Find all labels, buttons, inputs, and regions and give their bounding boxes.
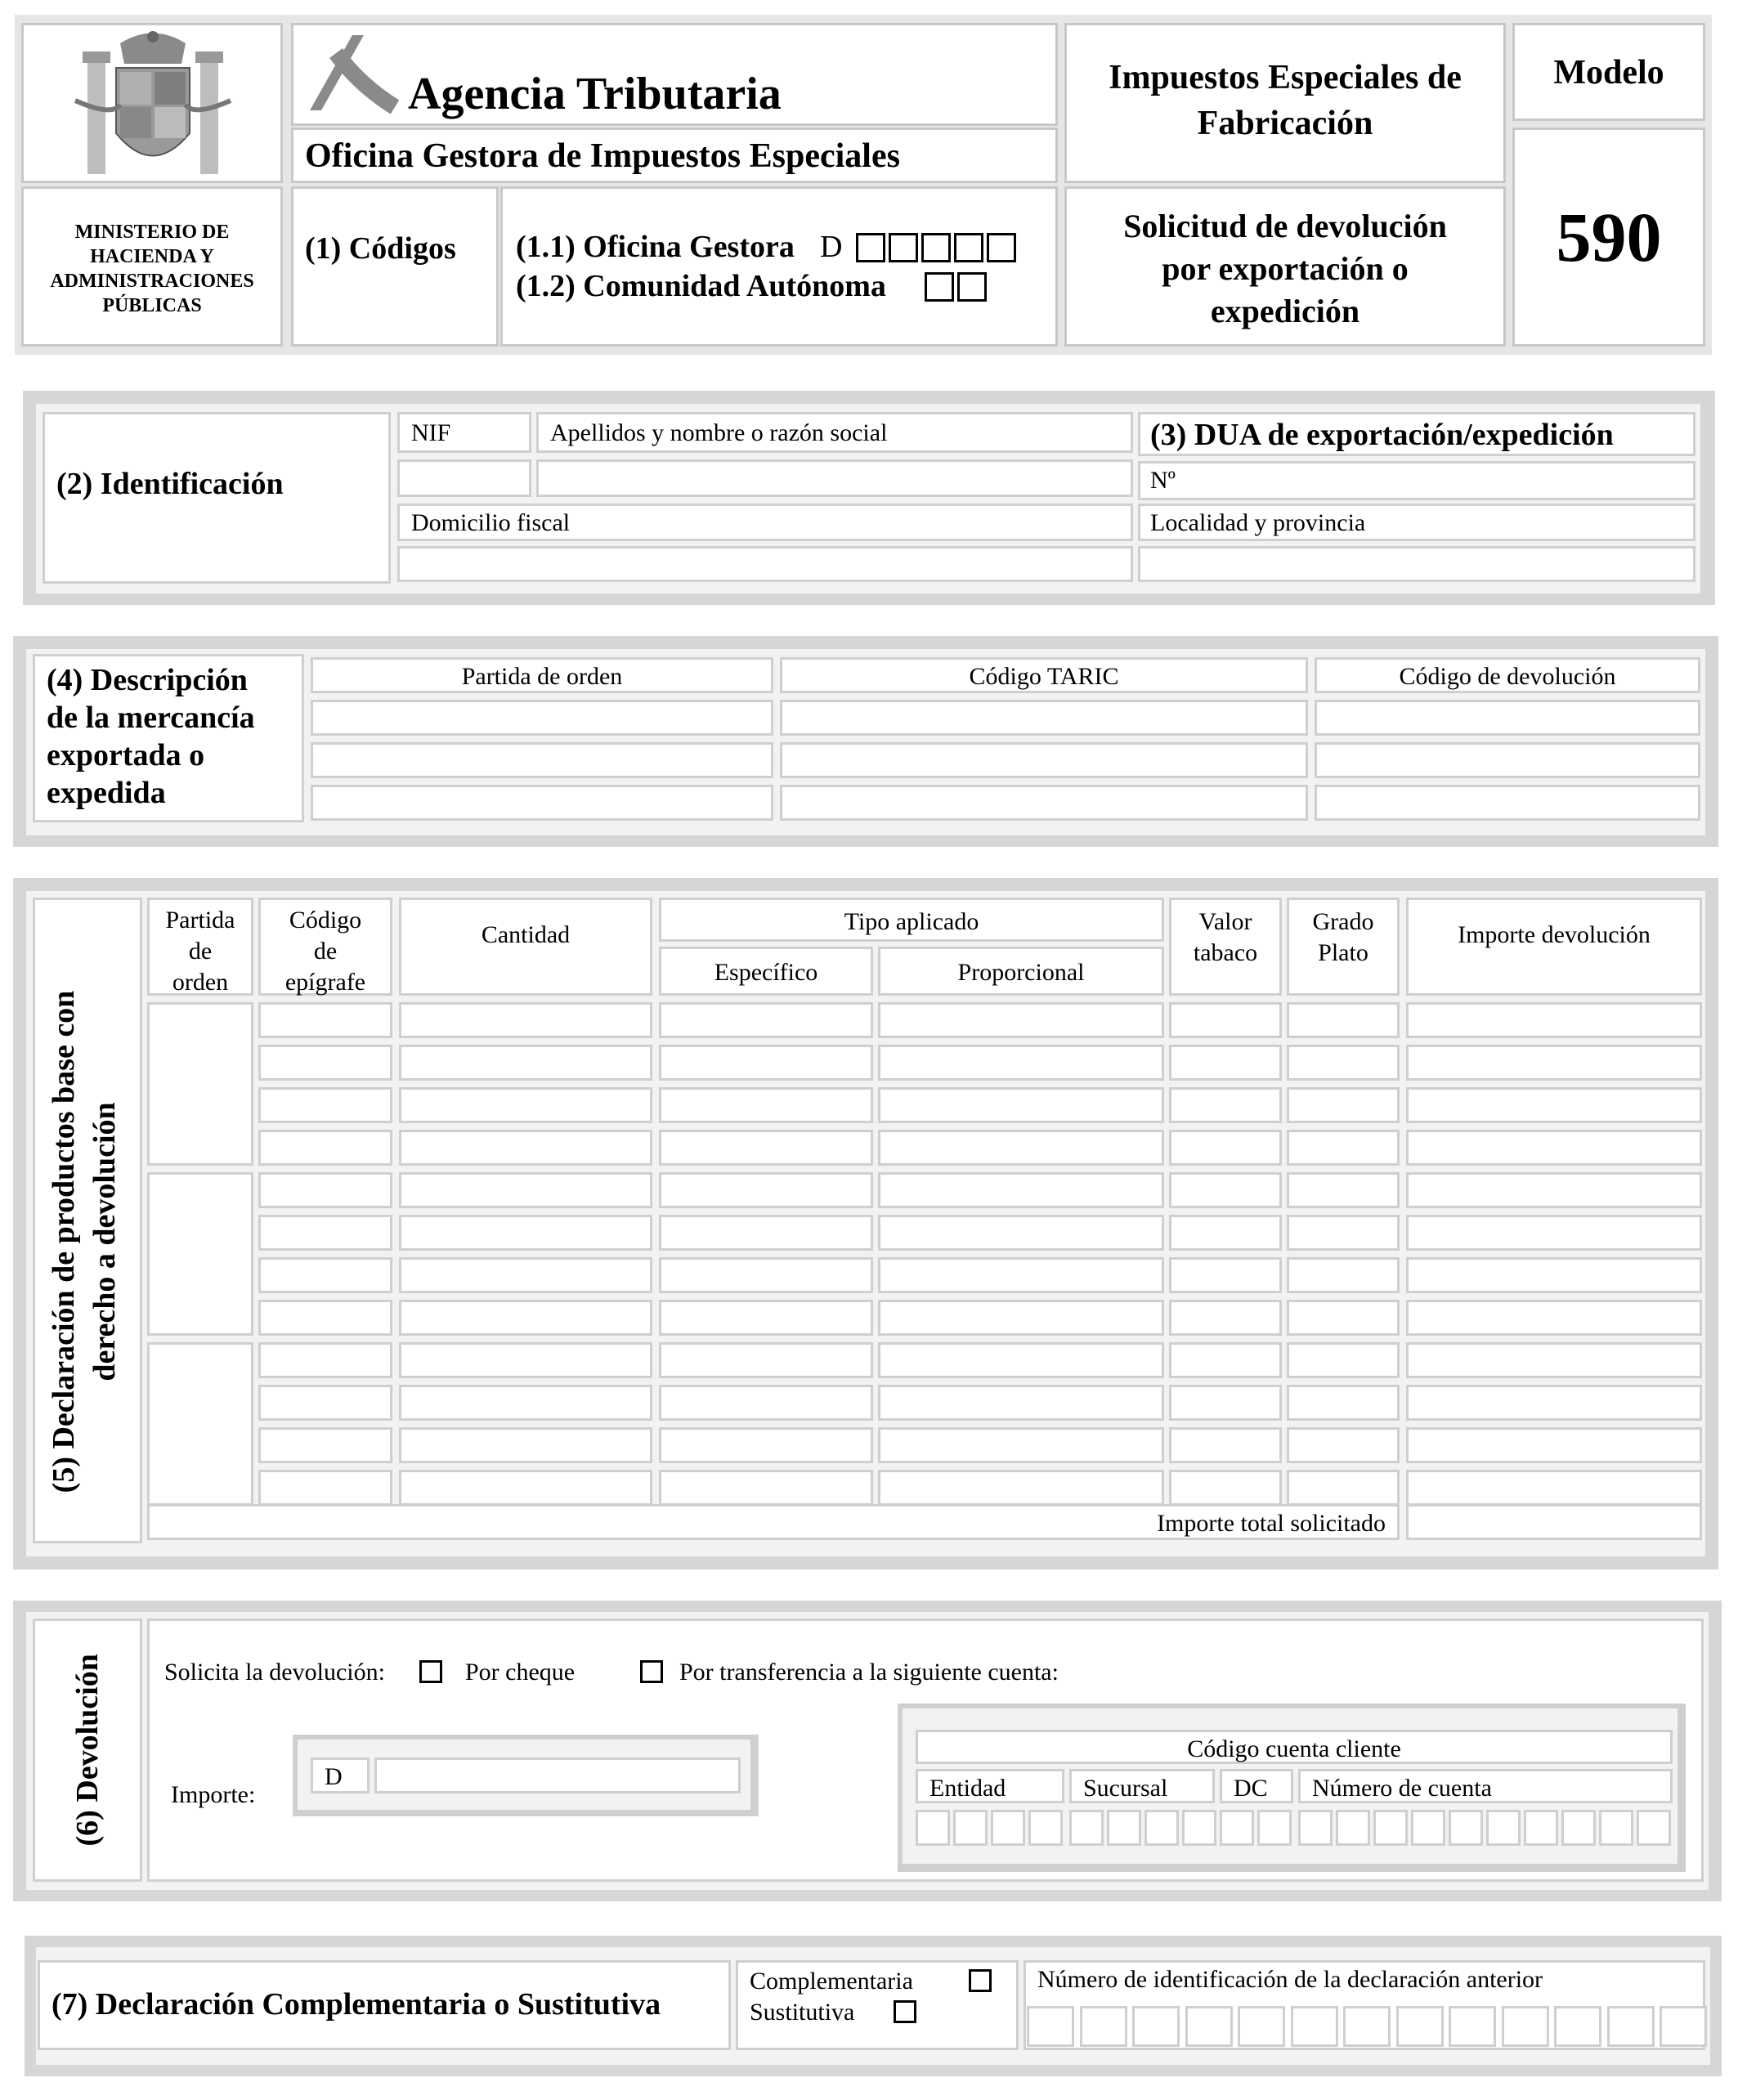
declaracion-label-line: (5) Declaración de productos base con	[47, 990, 81, 1493]
previous-digit-box[interactable]	[1132, 2006, 1180, 2047]
name-header	[536, 412, 1133, 453]
request-title-line: por exportación o	[1162, 250, 1409, 287]
account-digit-box[interactable]	[1144, 1810, 1179, 1846]
ministry-line: ADMINISTRACIONES	[50, 271, 254, 292]
s5-field[interactable]	[399, 1342, 652, 1378]
code-comunidad-label: (1.2) Comunidad Autónoma	[516, 269, 886, 303]
complementaria-label: Complementaria	[750, 1968, 913, 1995]
oficina-digit-box[interactable]	[856, 233, 885, 262]
descripcion-label-line: expedida	[47, 776, 166, 810]
s5-field[interactable]	[258, 1385, 392, 1421]
s5-field[interactable]	[1169, 1215, 1282, 1251]
sucursal-label: Sucursal	[1083, 1775, 1168, 1802]
comunidad-digit-box[interactable]	[957, 272, 987, 302]
s5-field[interactable]	[659, 1130, 873, 1166]
previous-digit-box[interactable]	[1554, 2006, 1601, 2047]
name-label: Apellidos y nombre o razón social	[550, 419, 888, 446]
s5-field[interactable]	[659, 1342, 873, 1378]
s5-field[interactable]	[659, 1215, 873, 1251]
entidad-label: Entidad	[929, 1775, 1006, 1802]
name-field[interactable]	[536, 459, 1133, 497]
importe-label: Importe:	[171, 1781, 256, 1808]
s5-field[interactable]	[1406, 1470, 1702, 1506]
col-proporcional	[878, 947, 1164, 996]
previous-digit-box[interactable]	[1607, 2006, 1655, 2047]
account-digit-box[interactable]	[1220, 1810, 1254, 1846]
account-digit-box[interactable]	[1373, 1810, 1408, 1846]
s5-field[interactable]	[1406, 1385, 1702, 1421]
s5-field[interactable]	[659, 1300, 873, 1336]
ministry-line: MINISTERIO DE	[74, 222, 230, 243]
s5-field[interactable]	[1287, 1002, 1400, 1038]
previous-digit-box[interactable]	[1185, 2006, 1233, 2047]
identificacion-label-cell	[43, 412, 391, 584]
sustitutiva-label: Sustitutiva	[750, 1999, 855, 2026]
complementaria-sustitutiva-label: (7) Declaración Complementaria o Sustitutiva	[52, 1987, 661, 2022]
previous-digit-box[interactable]	[1027, 2006, 1074, 2047]
col-grado-line: Grado	[1312, 908, 1374, 935]
s5-field[interactable]	[258, 1300, 392, 1336]
s5-field[interactable]	[399, 1427, 652, 1463]
col-tipo-aplicado	[659, 898, 1164, 942]
s5-field[interactable]	[399, 1130, 652, 1166]
previous-digit-box[interactable]	[1238, 2006, 1285, 2047]
s4-field[interactable]	[780, 785, 1308, 821]
s5-field[interactable]	[659, 1002, 873, 1038]
s5-field[interactable]	[878, 1427, 1164, 1463]
s5-field[interactable]	[1169, 1130, 1282, 1166]
account-digit-box[interactable]	[1028, 1810, 1063, 1846]
previous-digit-box[interactable]	[1449, 2006, 1496, 2047]
col-codigo-devolucion-label: Código de devolución	[1399, 663, 1616, 690]
s5-field[interactable]	[1406, 1300, 1702, 1336]
s5-field[interactable]	[1169, 1172, 1282, 1208]
s5-field[interactable]	[1406, 1172, 1702, 1208]
descripcion-label-line: de la mercancía	[47, 701, 255, 735]
s5-field[interactable]	[659, 1257, 873, 1293]
importe-prefix-cell	[311, 1757, 370, 1793]
s5-field[interactable]	[1287, 1130, 1400, 1166]
previous-digit-box[interactable]	[1502, 2006, 1549, 2047]
dc-label: DC	[1234, 1775, 1268, 1802]
s5-field[interactable]	[399, 1045, 652, 1081]
codes-label: (1) Códigos	[305, 231, 456, 266]
devolucion-label-cell	[33, 1619, 142, 1882]
account-digit-box[interactable]	[1257, 1810, 1292, 1846]
dua-label: (3) DUA de exportación/expedición	[1150, 418, 1614, 452]
s5-field[interactable]	[1406, 1427, 1702, 1463]
numero-label: Número de cuenta	[1312, 1775, 1492, 1802]
modelo-label-cell	[1512, 23, 1705, 121]
account-digit-box[interactable]	[1524, 1810, 1558, 1846]
s5-field[interactable]	[1169, 1087, 1282, 1123]
col-importe-devolucion	[1406, 898, 1702, 996]
s5-field[interactable]	[1287, 1215, 1400, 1251]
s5-field[interactable]	[1287, 1470, 1400, 1506]
type-cell	[736, 1960, 1019, 2050]
agency-name: Agencia Tributaria	[408, 69, 782, 119]
descripcion-label-line: exportada o	[47, 738, 205, 772]
office-name: Oficina Gestora de Impuestos Especiales	[305, 137, 900, 175]
s5-field[interactable]	[399, 1470, 652, 1506]
office-cell	[291, 128, 1058, 183]
ministry-line: HACIENDA Y	[90, 246, 214, 267]
dua-number-label: Nº	[1150, 467, 1176, 494]
s5-field[interactable]	[258, 1172, 392, 1208]
declaracion-label-line: derecho a devolución	[87, 1102, 122, 1381]
col-partida-line: Partida	[165, 907, 235, 934]
code-oficina-label: (1.1) Oficina Gestora	[516, 230, 795, 264]
tax-title-cell	[1064, 23, 1506, 183]
s5-field[interactable]	[1169, 1300, 1282, 1336]
nif-field[interactable]	[397, 459, 531, 497]
account-digit-box[interactable]	[1298, 1810, 1333, 1846]
agency-logo	[303, 29, 401, 119]
col-importe-label: Importe devolución	[1458, 921, 1651, 948]
dua-header	[1138, 412, 1695, 456]
s5-field[interactable]	[659, 1172, 873, 1208]
previous-digit-box[interactable]	[1343, 2006, 1391, 2047]
col-especifico	[659, 947, 873, 996]
previous-digit-box[interactable]	[1660, 2006, 1707, 2047]
total-label: Importe total solicitado	[1157, 1510, 1386, 1537]
s5-field[interactable]	[1406, 1045, 1702, 1081]
col-codigo-epigrafe	[258, 898, 392, 996]
col-proporcional-label: Proporcional	[957, 959, 1085, 986]
account-digit-box[interactable]	[1449, 1810, 1483, 1846]
entidad-header	[916, 1769, 1064, 1803]
account-digit-box[interactable]	[1486, 1810, 1521, 1846]
modelo-number-cell	[1512, 128, 1705, 347]
coat-of-arms-cell	[21, 23, 283, 183]
s5-field[interactable]	[1169, 1427, 1282, 1463]
col-codigo-line: epígrafe	[284, 969, 366, 996]
s5-field[interactable]	[1406, 1215, 1702, 1251]
coat-of-arms-logo	[71, 27, 235, 182]
s4-field[interactable]	[311, 785, 773, 821]
modelo-number: 590	[1556, 198, 1662, 276]
col-especifico-label: Específico	[714, 959, 818, 986]
s5-field[interactable]	[399, 1087, 652, 1123]
codes-label-cell	[291, 186, 499, 347]
account-digit-box[interactable]	[1599, 1810, 1633, 1846]
oficina-digit-box[interactable]	[954, 233, 983, 262]
s5-field[interactable]	[659, 1470, 873, 1506]
col-codigo-taric	[780, 657, 1308, 693]
col-valor-line: tabaco	[1193, 939, 1258, 966]
dua-number-field[interactable]	[1138, 461, 1695, 500]
s5-partida-group[interactable]	[147, 1342, 253, 1506]
total-field[interactable]	[1406, 1504, 1702, 1540]
s4-field[interactable]	[1315, 700, 1700, 736]
col-grado-plato	[1287, 898, 1400, 996]
account-digit-box[interactable]	[916, 1810, 950, 1846]
s5-field[interactable]	[878, 1385, 1164, 1421]
complementaria-label-cell	[38, 1960, 731, 2050]
s5-partida-group[interactable]	[147, 1002, 253, 1166]
s5-field[interactable]	[258, 1342, 392, 1378]
account-digit-box[interactable]	[1069, 1810, 1104, 1846]
account-digit-box[interactable]	[1637, 1810, 1671, 1846]
s5-field[interactable]	[659, 1087, 873, 1123]
s5-field[interactable]	[878, 1087, 1164, 1123]
col-partida-orden-label: Partida de orden	[461, 663, 623, 690]
col-partida-line: orden	[172, 969, 229, 996]
s5-field[interactable]	[1287, 1257, 1400, 1293]
ministry-cell	[21, 186, 283, 347]
identificacion-label: (2) Identificación	[56, 467, 284, 501]
address-label: Domicilio fiscal	[411, 509, 571, 536]
account-digit-box[interactable]	[1561, 1810, 1596, 1846]
account-digit-box[interactable]	[991, 1810, 1025, 1846]
s5-field[interactable]	[878, 1002, 1164, 1038]
s5-field[interactable]	[399, 1215, 652, 1251]
nif-label: NIF	[411, 419, 451, 446]
oficina-digit-box[interactable]	[889, 233, 918, 262]
total-label-cell	[147, 1504, 1400, 1540]
tax-title-line: Impuestos Especiales de	[1109, 59, 1462, 96]
col-codigo-line: Código	[289, 907, 362, 934]
col-codigo-devolucion	[1315, 657, 1700, 693]
col-partida	[147, 898, 253, 996]
s5-field[interactable]	[1169, 1342, 1282, 1378]
s5-field[interactable]	[1406, 1257, 1702, 1293]
comunidad-digit-box[interactable]	[925, 272, 954, 302]
col-valor-line: Valor	[1198, 908, 1252, 935]
previous-digit-box[interactable]	[1080, 2006, 1127, 2047]
col-grado-line: Plato	[1318, 939, 1368, 966]
agency-cell	[291, 23, 1058, 126]
col-codigo-taric-label: Código TARIC	[969, 663, 1119, 690]
oficina-digit-box[interactable]	[921, 233, 951, 262]
previous-digit-box[interactable]	[1396, 2006, 1444, 2047]
s5-field[interactable]	[1287, 1342, 1400, 1378]
s5-field[interactable]	[1169, 1385, 1282, 1421]
s5-field[interactable]	[399, 1300, 652, 1336]
previous-declaration-label: Número de identificación de la declaración anterior	[1037, 1966, 1543, 1993]
account-digit-box[interactable]	[953, 1810, 988, 1846]
s5-field[interactable]	[258, 1130, 392, 1166]
s5-field[interactable]	[399, 1257, 652, 1293]
s5-field[interactable]	[1406, 1002, 1702, 1038]
s5-field[interactable]	[258, 1045, 392, 1081]
s5-field[interactable]	[1287, 1087, 1400, 1123]
s5-field[interactable]	[1287, 1385, 1400, 1421]
cheque-label: Por cheque	[465, 1659, 576, 1686]
s5-field[interactable]	[399, 1002, 652, 1038]
col-cantidad	[399, 898, 652, 996]
account-digit-box[interactable]	[1107, 1810, 1141, 1846]
s4-field[interactable]	[311, 742, 773, 778]
transfer-checkbox[interactable]	[640, 1660, 663, 1683]
devolucion-label: (6) Devolución	[70, 1654, 105, 1847]
s5-partida-group[interactable]	[147, 1172, 253, 1336]
oficina-digit-box[interactable]	[987, 233, 1016, 262]
s5-field[interactable]	[659, 1045, 873, 1081]
col-partida-orden	[311, 657, 773, 693]
importe-prefix: D	[325, 1763, 343, 1790]
account-digit-box[interactable]	[1411, 1810, 1445, 1846]
dc-header	[1220, 1769, 1293, 1803]
s5-field[interactable]	[878, 1257, 1164, 1293]
descripcion-label-cell	[33, 654, 304, 822]
complementaria-checkbox[interactable]	[969, 1969, 992, 1992]
s5-field[interactable]	[258, 1427, 392, 1463]
s5-field[interactable]	[1169, 1045, 1282, 1081]
address-header	[397, 504, 1133, 541]
s5-field[interactable]	[878, 1130, 1164, 1166]
locality-field[interactable]	[1138, 546, 1695, 582]
locality-header	[1138, 504, 1695, 541]
nif-header	[397, 412, 531, 453]
request-title-line: Solicitud de devolución	[1123, 208, 1447, 244]
s5-field[interactable]	[1169, 1257, 1282, 1293]
s5-field[interactable]	[1287, 1427, 1400, 1463]
s5-field[interactable]	[878, 1215, 1164, 1251]
s5-field[interactable]	[258, 1087, 392, 1123]
importe-field[interactable]	[374, 1757, 741, 1793]
transfer-label: Por transferencia a la siguiente cuenta:	[679, 1659, 1059, 1686]
code-oficina-prefix: D	[820, 230, 843, 264]
account-title: Código cuenta cliente	[1187, 1735, 1401, 1762]
s5-field[interactable]	[1406, 1342, 1702, 1378]
s5-field[interactable]	[1406, 1087, 1702, 1123]
s4-field[interactable]	[780, 700, 1308, 736]
s5-field[interactable]	[258, 1215, 392, 1251]
col-valor-tabaco	[1169, 898, 1282, 996]
modelo-label: Modelo	[1553, 54, 1664, 92]
ministry-line: PÚBLICAS	[102, 295, 202, 316]
s4-field[interactable]	[780, 742, 1308, 778]
s5-field[interactable]	[1287, 1045, 1400, 1081]
s5-field[interactable]	[258, 1002, 392, 1038]
sucursal-header	[1069, 1769, 1215, 1803]
s5-field[interactable]	[258, 1470, 392, 1506]
request-title-line: expedición	[1210, 293, 1360, 329]
s5-field[interactable]	[878, 1300, 1164, 1336]
locality-label: Localidad y provincia	[1150, 509, 1366, 536]
s5-field[interactable]	[659, 1427, 873, 1463]
account-title-cell	[916, 1730, 1673, 1764]
numero-header	[1298, 1769, 1673, 1803]
request-label: Solicita la devolución:	[164, 1659, 385, 1686]
col-tipo-label: Tipo aplicado	[844, 908, 979, 935]
s5-field[interactable]	[878, 1045, 1164, 1081]
s5-field[interactable]	[258, 1257, 392, 1293]
s4-field[interactable]	[1315, 785, 1700, 821]
s4-field[interactable]	[311, 700, 773, 736]
codes-cell	[500, 186, 1058, 347]
s5-field[interactable]	[399, 1172, 652, 1208]
s5-field[interactable]	[1406, 1130, 1702, 1166]
col-cantidad-label: Cantidad	[481, 921, 571, 948]
account-digit-box[interactable]	[1182, 1810, 1216, 1846]
declaracion-label-cell	[33, 898, 142, 1543]
previous-digit-box[interactable]	[1291, 2006, 1338, 2047]
col-codigo-line: de	[313, 938, 338, 965]
s5-field[interactable]	[878, 1342, 1164, 1378]
s5-field[interactable]	[1287, 1172, 1400, 1208]
s5-field[interactable]	[1169, 1002, 1282, 1038]
s4-field[interactable]	[1315, 742, 1700, 778]
s5-field[interactable]	[878, 1470, 1164, 1506]
tax-title-line: Fabricación	[1197, 105, 1373, 142]
address-field[interactable]	[397, 546, 1133, 582]
col-partida-line: de	[188, 938, 213, 965]
s5-field[interactable]	[878, 1172, 1164, 1208]
descripcion-label-line: (4) Descripción	[47, 663, 248, 697]
s5-field[interactable]	[659, 1385, 873, 1421]
request-title-cell	[1064, 186, 1506, 347]
sustitutiva-checkbox[interactable]	[894, 2000, 916, 2023]
cheque-checkbox[interactable]	[419, 1660, 442, 1683]
s5-field[interactable]	[399, 1385, 652, 1421]
account-digit-box[interactable]	[1336, 1810, 1370, 1846]
s5-field[interactable]	[1169, 1470, 1282, 1506]
s5-field[interactable]	[1287, 1300, 1400, 1336]
